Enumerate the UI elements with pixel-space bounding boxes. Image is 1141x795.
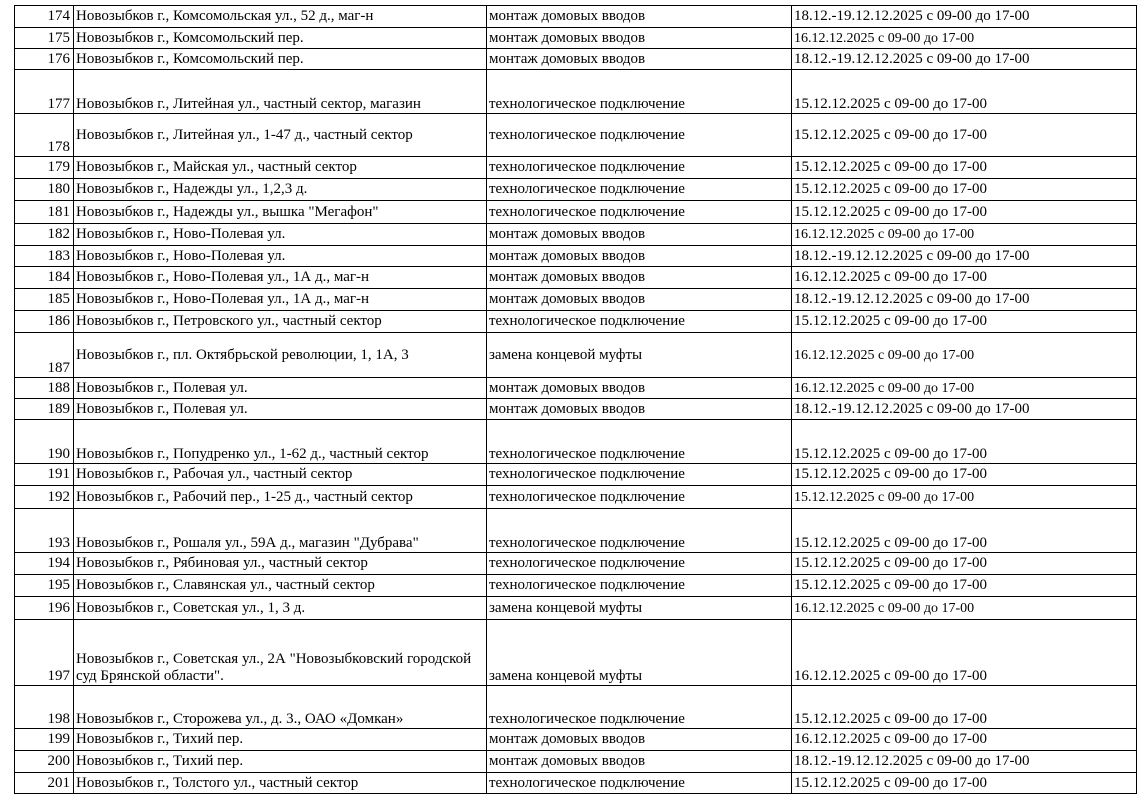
row-number: 189 bbox=[15, 399, 74, 420]
table-row bbox=[15, 179, 1137, 201]
row-number: 193 bbox=[15, 509, 74, 553]
address-cell: Новозыбков г., Петровского ул., частный сектор bbox=[74, 311, 487, 333]
table-row bbox=[15, 773, 1137, 794]
work-type-cell: монтаж домовых вводов bbox=[487, 28, 792, 49]
table-row bbox=[15, 620, 1137, 686]
address-cell: Новозыбков г., Рябиновая ул., частный сектор bbox=[74, 553, 487, 575]
work-type-cell: монтаж домовых вводов bbox=[487, 6, 792, 28]
table-row bbox=[15, 575, 1137, 597]
table-row bbox=[15, 201, 1137, 224]
date-cell: 16.12.12.2025 с 09-00 до 17-00 bbox=[792, 333, 1137, 378]
row-number: 185 bbox=[15, 289, 74, 311]
date-cell: 16.12.12.2025 с 09-00 до 17-00 bbox=[792, 267, 1137, 289]
date-cell: 18.12.-19.12.12.2025 с 09-00 до 17-00 bbox=[792, 751, 1137, 773]
work-type-cell: технологическое подключение bbox=[487, 464, 792, 486]
address-cell: Новозыбков г., Попудренко ул., 1-62 д., частный сектор bbox=[74, 420, 487, 464]
work-type-cell: технологическое подключение bbox=[487, 773, 792, 794]
date-cell: 18.12.-19.12.12.2025 с 09-00 до 17-00 bbox=[792, 6, 1137, 28]
work-type-cell: замена концевой муфты bbox=[487, 333, 792, 378]
address-cell: Новозыбков г., Надежды ул., вышка "Мегафон" bbox=[74, 201, 487, 224]
work-type-cell: технологическое подключение bbox=[487, 575, 792, 597]
table-row bbox=[15, 114, 1137, 157]
row-number: 181 bbox=[15, 201, 74, 224]
work-type-cell: монтаж домовых вводов bbox=[487, 289, 792, 311]
work-type-cell: монтаж домовых вводов bbox=[487, 751, 792, 773]
row-number: 179 bbox=[15, 157, 74, 179]
table-row bbox=[15, 464, 1137, 486]
work-type-cell: монтаж домовых вводов bbox=[487, 378, 792, 399]
date-cell: 15.12.12.2025 с 09-00 до 17-00 bbox=[792, 486, 1137, 509]
date-cell: 16.12.12.2025 с 09-00 до 17-00 bbox=[792, 378, 1137, 399]
date-cell: 15.12.12.2025 с 09-00 до 17-00 bbox=[792, 179, 1137, 201]
work-type-cell: технологическое подключение bbox=[487, 486, 792, 509]
table-row bbox=[15, 70, 1137, 114]
table-row bbox=[15, 378, 1137, 399]
row-number: 198 bbox=[15, 686, 74, 729]
row-number: 190 bbox=[15, 420, 74, 464]
date-cell: 15.12.12.2025 с 09-00 до 17-00 bbox=[792, 201, 1137, 224]
address-cell: Новозыбков г., Славянская ул., частный сектор bbox=[74, 575, 487, 597]
table-row bbox=[15, 49, 1137, 70]
date-cell: 15.12.12.2025 с 09-00 до 17-00 bbox=[792, 575, 1137, 597]
table-row bbox=[15, 267, 1137, 289]
table-row bbox=[15, 486, 1137, 509]
address-cell: Новозыбков г., Ново-Полевая ул., 1А д., маг-н bbox=[74, 289, 487, 311]
work-type-cell: технологическое подключение bbox=[487, 420, 792, 464]
date-cell: 18.12.-19.12.12.2025 с 09-00 до 17-00 bbox=[792, 399, 1137, 420]
table-row bbox=[15, 686, 1137, 729]
row-number: 174 bbox=[15, 6, 74, 28]
row-number: 177 bbox=[15, 70, 74, 114]
table-row bbox=[15, 509, 1137, 553]
row-number: 175 bbox=[15, 28, 74, 49]
table-row bbox=[15, 597, 1137, 620]
date-cell: 16.12.12.2025 с 09-00 до 17-00 bbox=[792, 224, 1137, 246]
date-cell: 18.12.-19.12.12.2025 с 09-00 до 17-00 bbox=[792, 246, 1137, 267]
work-type-cell: технологическое подключение bbox=[487, 70, 792, 114]
date-cell: 18.12.-19.12.12.2025 с 09-00 до 17-00 bbox=[792, 289, 1137, 311]
work-type-cell: замена концевой муфты bbox=[487, 620, 792, 686]
address-cell: Новозыбков г., Ново-Полевая ул., 1А д., маг-н bbox=[74, 267, 487, 289]
address-cell: Новозыбков г., Комсомольская ул., 52 д., маг-н bbox=[74, 6, 487, 28]
row-number: 180 bbox=[15, 179, 74, 201]
work-type-cell: технологическое подключение bbox=[487, 509, 792, 553]
row-number: 200 bbox=[15, 751, 74, 773]
date-cell: 16.12.12.2025 с 09-00 до 17-00 bbox=[792, 729, 1137, 751]
table-row bbox=[15, 6, 1137, 28]
table-row bbox=[15, 399, 1137, 420]
table-row bbox=[15, 289, 1137, 311]
work-type-cell: технологическое подключение bbox=[487, 179, 792, 201]
table-row bbox=[15, 553, 1137, 575]
work-type-cell: замена концевой муфты bbox=[487, 597, 792, 620]
table-row bbox=[15, 311, 1137, 333]
date-cell: 18.12.-19.12.12.2025 с 09-00 до 17-00 bbox=[792, 49, 1137, 70]
address-cell: Новозыбков г., Литейная ул., 1-47 д., частный сектор bbox=[74, 114, 487, 157]
table-row bbox=[15, 224, 1137, 246]
address-cell: Новозыбков г., Ново-Полевая ул. bbox=[74, 224, 487, 246]
work-type-cell: технологическое подключение bbox=[487, 201, 792, 224]
table-row bbox=[15, 333, 1137, 378]
address-cell: Новозыбков г., Майская ул., частный сектор bbox=[74, 157, 487, 179]
row-number: 188 bbox=[15, 378, 74, 399]
work-type-cell: технологическое подключение bbox=[487, 553, 792, 575]
date-cell: 15.12.12.2025 с 09-00 до 17-00 bbox=[792, 114, 1137, 157]
date-cell: 16.12.12.2025 с 09-00 до 17-00 bbox=[792, 28, 1137, 49]
outage-schedule-table bbox=[14, 5, 1137, 794]
address-cell: Новозыбков г., Надежды ул., 1,2,3 д. bbox=[74, 179, 487, 201]
row-number: 183 bbox=[15, 246, 74, 267]
work-type-cell: технологическое подключение bbox=[487, 157, 792, 179]
date-cell: 15.12.12.2025 с 09-00 до 17-00 bbox=[792, 311, 1137, 333]
table-row bbox=[15, 246, 1137, 267]
address-cell: Новозыбков г., Рошаля ул., 59А д., магазин "Дубрава" bbox=[74, 509, 487, 553]
row-number: 178 bbox=[15, 114, 74, 157]
address-cell: Новозыбков г., Литейная ул., частный сектор, магазин bbox=[74, 70, 487, 114]
work-type-cell: монтаж домовых вводов bbox=[487, 224, 792, 246]
date-cell: 15.12.12.2025 с 09-00 до 17-00 bbox=[792, 157, 1137, 179]
address-cell: Новозыбков г., Комсомольский пер. bbox=[74, 49, 487, 70]
work-type-cell: технологическое подключение bbox=[487, 686, 792, 729]
row-number: 184 bbox=[15, 267, 74, 289]
date-cell: 15.12.12.2025 с 09-00 до 17-00 bbox=[792, 464, 1137, 486]
address-cell: Новозыбков г., Тихий пер. bbox=[74, 729, 487, 751]
date-cell: 16.12.12.2025 с 09-00 до 17-00 bbox=[792, 597, 1137, 620]
work-type-cell: технологическое подключение bbox=[487, 114, 792, 157]
address-cell: Новозыбков г., Полевая ул. bbox=[74, 399, 487, 420]
row-number: 191 bbox=[15, 464, 74, 486]
address-cell: Новозыбков г., Рабочая ул., частный сектор bbox=[74, 464, 487, 486]
address-cell: Новозыбков г., Толстого ул., частный сектор bbox=[74, 773, 487, 794]
work-type-cell: монтаж домовых вводов bbox=[487, 246, 792, 267]
work-type-cell: монтаж домовых вводов bbox=[487, 399, 792, 420]
work-type-cell: монтаж домовых вводов bbox=[487, 729, 792, 751]
table-row bbox=[15, 157, 1137, 179]
row-number: 186 bbox=[15, 311, 74, 333]
work-type-cell: монтаж домовых вводов bbox=[487, 49, 792, 70]
work-type-cell: технологическое подключение bbox=[487, 311, 792, 333]
address-cell: Новозыбков г., Полевая ул. bbox=[74, 378, 487, 399]
address-cell: Новозыбков г., Ново-Полевая ул. bbox=[74, 246, 487, 267]
row-number: 201 bbox=[15, 773, 74, 794]
date-cell: 16.12.12.2025 с 09-00 до 17-00 bbox=[792, 620, 1137, 686]
row-number: 199 bbox=[15, 729, 74, 751]
table-row bbox=[15, 420, 1137, 464]
row-number: 195 bbox=[15, 575, 74, 597]
table-row bbox=[15, 28, 1137, 49]
date-cell: 15.12.12.2025 с 09-00 до 17-00 bbox=[792, 509, 1137, 553]
address-cell: Новозыбков г., Советская ул., 2А "Новозыбковский городской суд Брянской области". bbox=[74, 620, 487, 686]
address-cell: Новозыбков г., Рабочий пер., 1-25 д., частный сектор bbox=[74, 486, 487, 509]
row-number: 187 bbox=[15, 333, 74, 378]
work-type-cell: монтаж домовых вводов bbox=[487, 267, 792, 289]
address-cell: Новозыбков г., Тихий пер. bbox=[74, 751, 487, 773]
row-number: 197 bbox=[15, 620, 74, 686]
row-number: 192 bbox=[15, 486, 74, 509]
address-cell: Новозыбков г., Сторожева ул., д. 3., ОАО «Домкан» bbox=[74, 686, 487, 729]
address-cell: Новозыбков г., пл. Октябрьской революции, 1, 1А, 3 bbox=[74, 333, 487, 378]
row-number: 176 bbox=[15, 49, 74, 70]
row-number: 182 bbox=[15, 224, 74, 246]
row-number: 194 bbox=[15, 553, 74, 575]
date-cell: 15.12.12.2025 с 09-00 до 17-00 bbox=[792, 553, 1137, 575]
table-row bbox=[15, 729, 1137, 751]
date-cell: 15.12.12.2025 с 09-00 до 17-00 bbox=[792, 773, 1137, 794]
table-row bbox=[15, 751, 1137, 773]
date-cell: 15.12.12.2025 с 09-00 до 17-00 bbox=[792, 420, 1137, 464]
date-cell: 15.12.12.2025 с 09-00 до 17-00 bbox=[792, 70, 1137, 114]
date-cell: 15.12.12.2025 с 09-00 до 17-00 bbox=[792, 686, 1137, 729]
address-cell: Новозыбков г., Комсомольский пер. bbox=[74, 28, 487, 49]
address-cell: Новозыбков г., Советская ул., 1, 3 д. bbox=[74, 597, 487, 620]
row-number: 196 bbox=[15, 597, 74, 620]
table-body bbox=[15, 6, 1137, 794]
